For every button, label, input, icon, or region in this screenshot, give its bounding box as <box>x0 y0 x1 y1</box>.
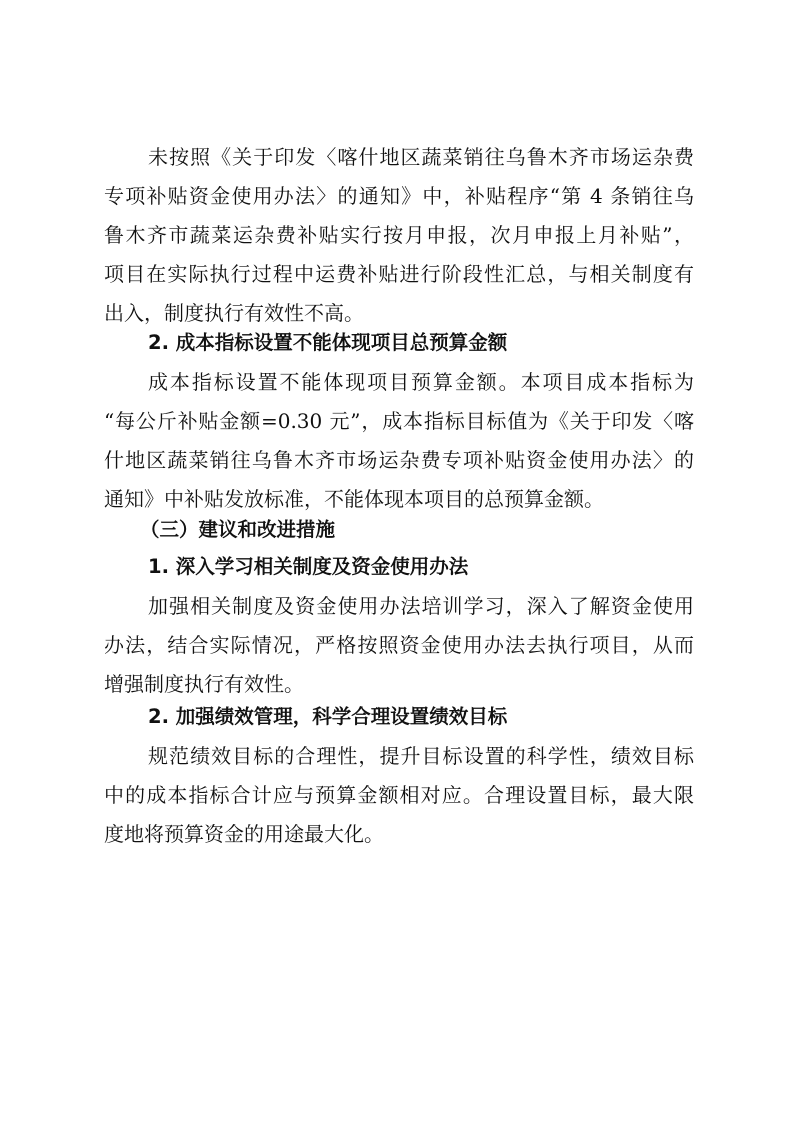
section-heading: （三）建议和改进措施 <box>140 518 336 541</box>
paragraph-line: 增强制度执行有效性。 <box>104 672 304 696</box>
paragraph-line: 成本指标设置不能体现项目预算金额。本项目成本指标为 <box>148 370 694 394</box>
paragraph-line: 度地将预算资金的用途最大化。 <box>104 822 384 846</box>
paragraph-line: 中的成本指标合计应与预算金额相对应。合理设置目标，最大限 <box>104 783 694 807</box>
section-heading: 2. 加强绩效管理，科学合理设置绩效目标 <box>148 705 508 728</box>
paragraph-line: 通知》中补贴发放标准，不能体现本项目的总预算金额。 <box>104 487 604 511</box>
paragraph-line: 什地区蔬菜销往乌鲁木齐市场运杂费专项补贴资金使用办法〉的 <box>104 448 694 472</box>
section-heading: 2. 成本指标设置不能体现项目总预算金额 <box>148 331 508 354</box>
paragraph-line: 出入，制度执行有效性不高。 <box>104 301 364 325</box>
section-heading: 1. 深入学习相关制度及资金使用办法 <box>148 555 469 578</box>
paragraph-line: 办法，结合实际情况，严格按照资金使用办法去执行项目，从而 <box>104 633 694 657</box>
paragraph-line: 未按照《关于印发〈喀什地区蔬菜销往乌鲁木齐市场运杂费 <box>148 145 694 169</box>
paragraph-line: 专项补贴资金使用办法〉的通知》中，补贴程序“第 4 条销往乌 <box>104 184 694 208</box>
paragraph-line: 加强相关制度及资金使用办法培训学习，深入了解资金使用 <box>148 594 694 618</box>
paragraph-line: 规范绩效目标的合理性，提升目标设置的科学性，绩效目标 <box>148 744 694 768</box>
paragraph-line: 项目在实际执行过程中运费补贴进行阶段性汇总，与相关制度有 <box>104 262 694 286</box>
paragraph-line: 鲁木齐市蔬菜运杂费补贴实行按月申报，次月申报上月补贴”， <box>104 223 694 247</box>
paragraph-line: “每公斤补贴金额=0.30 元”，成本指标目标值为《关于印发〈喀 <box>104 409 694 433</box>
